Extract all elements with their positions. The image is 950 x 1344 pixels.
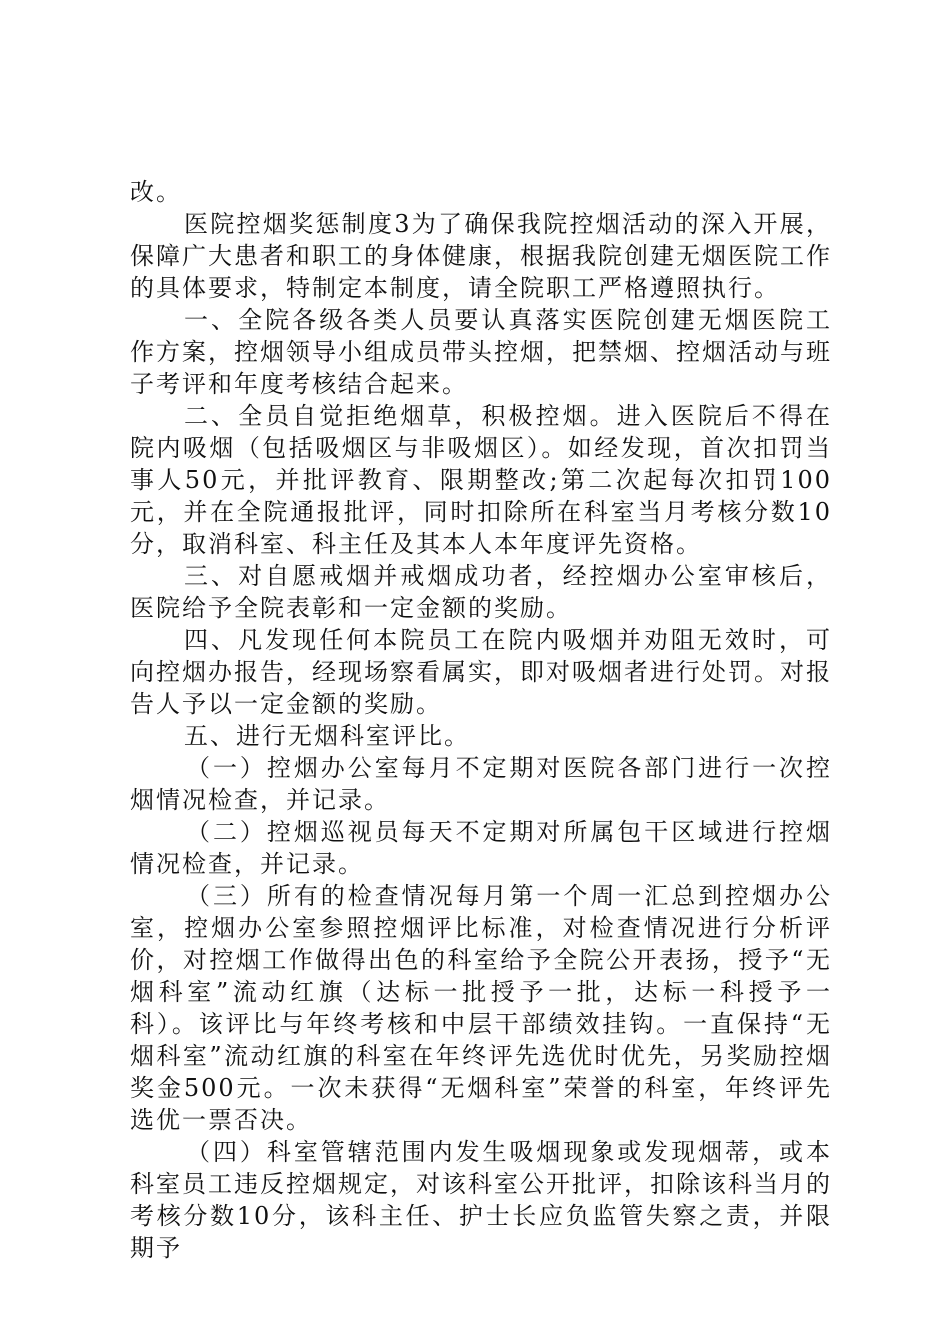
paragraph-item-1: 一、全院各级各类人员要认真落实医院创建无烟医院工作方案，控烟领导小组成员带头控烟，把禁烟、控烟活动与班子考评和年度考核结合起来。 [130, 306, 832, 398]
paragraph-continuation: 改。 [130, 178, 182, 206]
document-body [130, 176, 832, 1264]
paragraph-item-2: 二、全员自觉拒绝烟草，积极控烟。进入医院后不得在院内吸烟（包括吸烟区与非吸烟区）。如经发现，首次扣罚当事人50元，并批评教育、限期整改;第二次起每次扣罚100元，并在全院通报批评，同时扣除所在科室当月考核分数10分，取消科室、科主任及其本人本年度评先资格。 [130, 402, 832, 558]
paragraph-subitem-4: （四）科室管辖范围内发生吸烟现象或发现烟蒂，或本科室员工违反控烟规定，对该科室公开批评，扣除该科当月的考核分数10分，该科主任、护士长应负监管失察之责，并限期予 [130, 1138, 832, 1262]
paragraph-subitem-2: （二）控烟巡视员每天不定期对所属包干区域进行控烟情况检查，并记录。 [130, 818, 832, 878]
paragraph-subitem-3: （三）所有的检查情况每月第一个周一汇总到控烟办公室，控烟办公室参照控烟评比标准，对检查情况进行分析评价，对控烟工作做得出色的科室给予全院公开表扬，授予“无烟科室”流动红旗（达标一批授予一批，达标一科授予一科）。该评比与年终考核和中层干部绩效挂钩。一直保持“无烟科室”流动红旗的科室在年终评先选优时优先，另奖励控烟奖金500元。一次未获得“无烟科室”荣誉的科室，年终评先选优一票否决。 [130, 882, 832, 1134]
paragraph-item-4: 四、凡发现任何本院员工在院内吸烟并劝阻无效时，可向控烟办报告，经现场察看属实，即对吸烟者进行处罚。对报告人予以一定金额的奖励。 [130, 626, 832, 718]
paragraph-intro: 医院控烟奖惩制度3为了确保我院控烟活动的深入开展，保障广大患者和职工的身体健康，根据我院创建无烟医院工作的具体要求，特制定本制度，请全院职工严格遵照执行。 [130, 210, 832, 302]
paragraph-subitem-1: （一）控烟办公室每月不定期对医院各部门进行一次控烟情况检查，并记录。 [130, 754, 832, 814]
paragraph-item-3: 三、对自愿戒烟并戒烟成功者，经控烟办公室审核后，医院给予全院表彰和一定金额的奖励。 [130, 562, 832, 622]
paragraph-item-5: 五、进行无烟科室评比。 [184, 722, 470, 750]
